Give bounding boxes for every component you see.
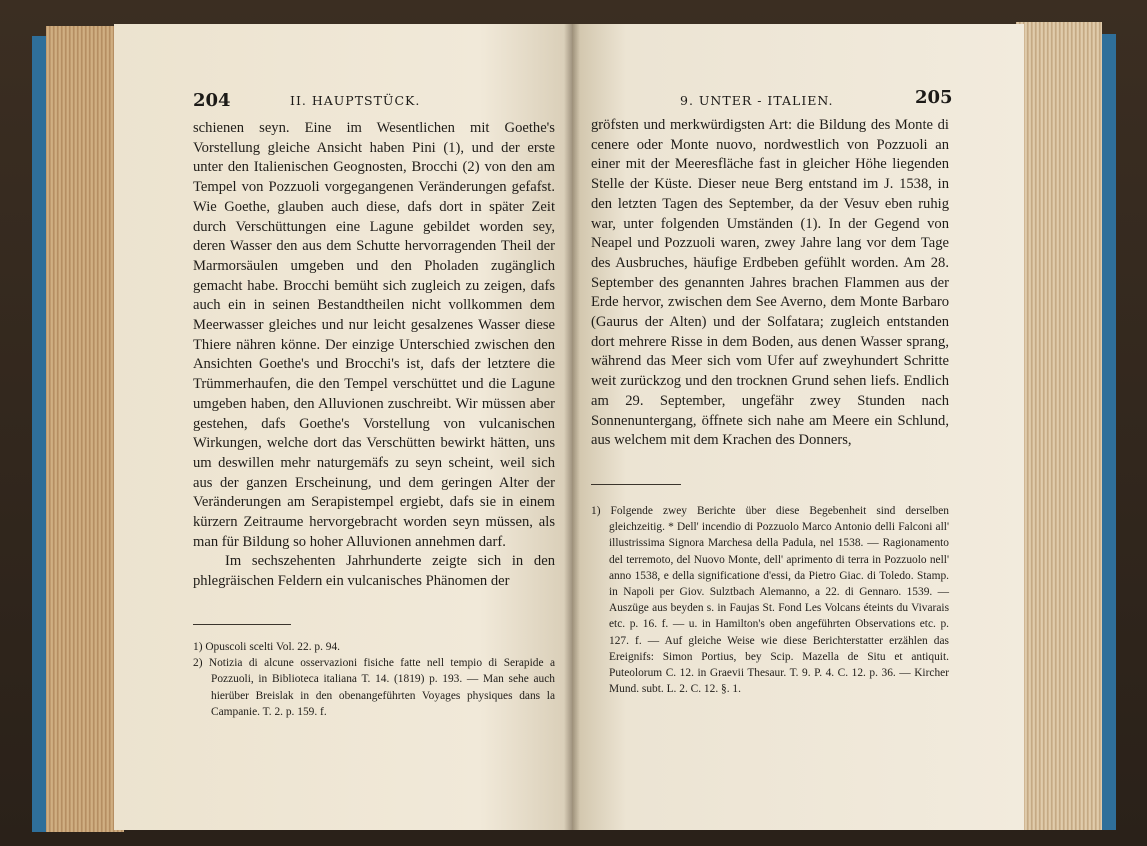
left-running-head: II. HAUPTSTÜCK. — [290, 93, 421, 108]
right-body-text — [591, 116, 949, 451]
right-footnote-1: 1) Folgende zwey Berichte über diese Begebenheit sind derselben gleichzeitig. * Dell' incendio di Pozzuolo Marco Antonio delli Falconi all' illustrissima Signora Marchesa della Padula, nel 1538. — Ragionamento del terremoto, del Nuovo Monte, dell' aprimento di terra in Pozzuolo nell' anno 1538, e della significatione d'essi, da Pietro Giac. di Toledo. Stamp. in Napoli per Giov. Sulztbach Alemanno, a 22. di Gennaro. 1539. — Auszüge aus beyden s. in Faujas St. Fond Les Volcans éteints du Vivarais etc. p. 16. f. — u. in Hamilton's oben angeführten Observations etc. p. 127. f. — Auf gleiche Weise wie diese Berichterstatter erzählen das Ereignifs: Simon Portius, bey Scip. Mazella de Situ et antiquit. Puteolorum C. 12. in Graevii Thesaur. T. 9. P. 4. C. 12. p. 36. — Kircher Mund. subt. L. 2. C. 12. §. 1. — [591, 505, 949, 696]
left-footnotes — [193, 639, 555, 720]
left-paragraph-2: Im sechszehenten Jahrhunderte zeigte sich in den phlegräischen Feldern ein vulcanisches Phänomen der — [193, 553, 555, 590]
left-footnote-rule — [193, 624, 291, 625]
left-page-stack — [46, 26, 124, 832]
book-gutter — [564, 24, 580, 830]
left-footnote-2: 2) Notizia di alcune osservazioni fisiche fatte nell tempio di Serapide a Pozzuoli, in Biblioteca italiana T. 14. (1819) p. 193. — Man sehe auch hierüber Breislak in den obenangeführten Voyages physiques dans la Campanie. T. 2. p. 159. f. — [193, 657, 555, 718]
right-running-head: 9. UNTER - ITALIEN. — [680, 93, 834, 108]
left-paragraph-1: schienen seyn. Eine im Wesentlichen mit Goethe's Vorstellung gleiche Ansicht haben Pini (1), und der erste unter den Italienischen Geognosten, Brocchi (2) von den am Tempel von Pozzuoli vorgegangenen Veränderungen gefafst. Wie Goethe, glauben auch diese, dafs dort in später Zeit durch Verschüttungen eine Lagune gebildet worden sey, deren Wasser den aus dem Schutte hervorragenden Theil der Marmorsäulen umgeben und den Pholaden zugänglich gemacht habe. Brocchi bemüht sich zugleich zu zeigen, dafs auch ein in seinen Bestandtheilen nicht vollkommen dem Meerwasser gleiches und nur leicht gesalzenes Wasser diese Thiere nähren könne. Der einzige Unterschied zwischen den Ansichten Goethe's und Brocchi's ist, dafs der letztere die Trümmerhaufen, die den Tempel verschüttet und die Lagune umgeben haben, den Alluvionen zuschreibt. Wir müssen aber gestehen, dafs Goethe's Vorstellung von vulcanischen Wirkungen, welche dort das Verschütten bewirkt hätten, uns um deswillen mehr naturgemäfs zu seyn scheint, weil sich aus der ganzen Erscheinung, und dem geringen Alter der Veränderungen am Serapistempel ergiebt, dafs sie in einem kürzern Zeitraume hervorgebracht worden seyn müssen, als man für Bildung so hoher Alluvionen annehmen darf. — [193, 120, 555, 550]
left-body-text — [193, 119, 555, 592]
right-paragraph-1: gröfsten und merkwürdigsten Art: die Bildung des Monte di cenere oder Monte nuovo, nordwestlich von Pozzuoli an einer mit der Meeresfläche fast in gleicher Höhe liegenden Stelle der Küste. Dieser neue Berg entstand im J. 1538, in den letzten Tagen des September, da der Vesuv eben ruhig war, unter folgenden Umständen (1). In der Gegend von Neapel und Pozzuoli waren, zwey Jahre lang vor dem Tage des Ausbruches, häufige Erdbeben gefühlt worden. Am 28. September des genannten Jahres brachen Flammen aus der Erde hervor, zwischen dem See Averno, dem Monte Barbaro (Gaurus der Alten) und der Solfatara; zugleich entstanden dort mehrere Risse in dem Boden, aus denen Wasser sprang, während das Meer sich vom Ufer auf zweyhundert Schritte weit zurückzog und den trocknen Grund sehen liefs. Endlich am 29. September, ungefähr zwey Stunden nach Sonnenuntergang, öffnete sich nahe am Meere ein Schlund, aus welchem mit dem Krachen des Donners, — [591, 117, 949, 449]
right-page-stack — [1016, 22, 1102, 830]
right-footnotes — [591, 503, 949, 697]
right-page-number: 205 — [915, 87, 953, 108]
left-footnote-1: 1) Opuscoli scelti Vol. 22. p. 94. — [193, 641, 341, 653]
right-footnote-rule — [591, 484, 681, 485]
left-page-number: 204 — [193, 90, 231, 111]
